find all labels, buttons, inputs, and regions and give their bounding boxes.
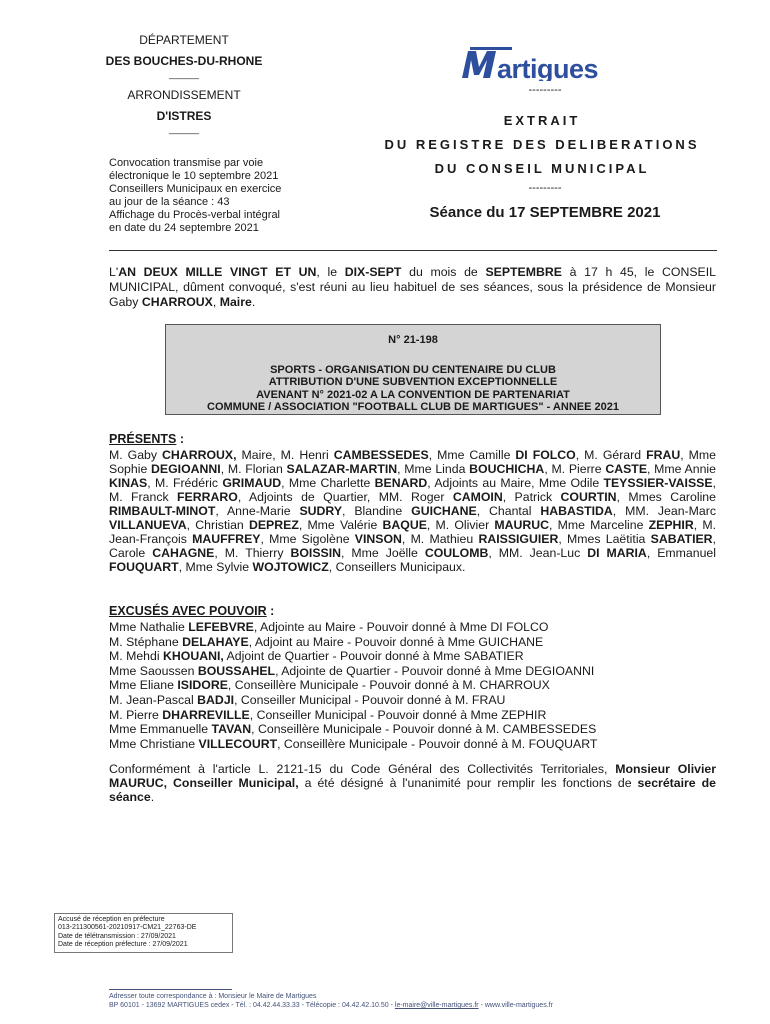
- receipt-line: Accusé de réception en préfecture: [58, 916, 165, 923]
- excuse-text: M. Mehdi: [109, 649, 163, 664]
- present-text: , Mme Marceline: [549, 518, 649, 532]
- present-text: , MM. Jean-Marc: [612, 504, 716, 518]
- excuse-text: M. Pierre: [109, 707, 163, 722]
- present-text: , Emmanuel: [646, 546, 717, 560]
- text: BP 60101 - 13692 MARTIGUES cedex - Tél. : 04.42.44.33.33 - Télécopie : 04.42.42.10.50 -: [109, 1002, 395, 1009]
- present-name: WOJTOWICZ: [252, 560, 329, 574]
- present-name: HABASTIDA: [540, 504, 613, 518]
- excuse-text: Mme Christiane: [109, 736, 199, 751]
- excuse-line: [109, 635, 716, 650]
- present-text: , M. Olivier: [426, 518, 495, 532]
- text-bold: Monsieur Olivier MAURUC, Conseiller Municipal,: [109, 762, 717, 790]
- excuse-line: [109, 693, 716, 708]
- text-bold: DIX-SEPT: [344, 265, 402, 279]
- present-text: , Anne-Marie: [215, 504, 300, 518]
- present-name: GUICHANE: [411, 504, 477, 518]
- present-text: , Adjoints au Maire, Mme Odile: [427, 476, 604, 490]
- present-name: TEYSSIER-VAISSE: [603, 476, 713, 490]
- text-bold: CHARROUX: [141, 295, 213, 309]
- excuses-heading: [109, 604, 716, 618]
- present-text: , M. Pierre: [544, 462, 606, 476]
- excuse-name: ISIDORE: [177, 678, 228, 693]
- section-title: EXCUSÉS AVEC POUVOIR: [109, 604, 267, 618]
- deliberation-subject: [166, 364, 660, 414]
- text: ,: [212, 295, 220, 309]
- excuse-line: [109, 620, 716, 635]
- present-text: , M. Florian: [220, 462, 287, 476]
- present-text: , M. Frédéric: [147, 476, 223, 490]
- footer: [109, 989, 553, 1010]
- section-title: PRÉSENTS: [109, 432, 177, 446]
- excuse-text: , Adjointe de Quartier - Pouvoir donné à Mme DEGIOANNI: [275, 663, 595, 678]
- excuse-text: Mme Saoussen: [109, 663, 198, 678]
- present-name: RIMBAULT-MINOT: [109, 504, 216, 518]
- present-text: , Blandine: [342, 504, 412, 518]
- present-text: , Adjoints de Quartier, MM. Roger: [237, 490, 453, 504]
- present-name: CASTE: [605, 462, 648, 476]
- present-text: , M. Jean-François: [109, 518, 716, 546]
- subject-line: SPORTS - ORGANISATION DU CENTENAIRE DU CLUB: [270, 363, 556, 376]
- receipt-line: Date de télétransmission : 27/09/2021: [58, 932, 176, 940]
- text: a été désigné à l'unanimité pour remplir les fonctions de: [298, 776, 638, 790]
- excuse-text: , Conseiller Municipal - Pouvoir donné à M. FRAU: [234, 692, 506, 707]
- excuse-name: BADJI: [197, 692, 235, 707]
- present-name: MAUFFREY: [192, 532, 261, 546]
- present-name: VINSON: [354, 532, 402, 546]
- present-name: DEGIOANNI: [151, 462, 221, 476]
- present-text: , Mme Sophie: [109, 448, 716, 476]
- prefecture-receipt: [54, 913, 233, 953]
- email-link[interactable]: le-maire@ville-martigues.fr: [394, 1002, 479, 1009]
- excuse-name: KHOUANI,: [163, 649, 224, 664]
- excuse-name: TAVAN: [211, 722, 252, 737]
- excuse-name: BOUSSAHEL: [197, 663, 276, 678]
- present-name: SABATIER: [650, 532, 713, 546]
- footer-address-line: Adresser toute correspondance à : Monsieur le Maire de Martigues: [109, 993, 317, 1000]
- receipt-line: 013-211300561-20210917-CM21_22763-DE: [58, 924, 197, 932]
- excuse-text: , Adjoint au Maire - Pouvoir donné à Mme GUICHANE: [248, 634, 544, 649]
- present-name: CAMOIN: [452, 490, 503, 504]
- svg-text:artigues: artigues: [497, 54, 599, 81]
- footer-contact-line: [109, 1001, 553, 1010]
- excuses-list: [109, 620, 716, 751]
- present-text: , Mme Joëlle: [341, 546, 425, 560]
- text: du mois de: [401, 265, 486, 279]
- present-name: SUDRY: [299, 504, 343, 518]
- excuse-text: Adjoint de Quartier - Pouvoir donné à Mme SABATIER: [223, 649, 524, 664]
- present-text: , M. Mathieu: [401, 532, 479, 546]
- present-text: , Mme Camille: [428, 448, 516, 462]
- convocation-line: Affichage du Procès-verbal intégral: [109, 209, 281, 221]
- present-name: BOISSIN: [290, 546, 342, 560]
- present-text: , Mme Annie: [647, 462, 716, 476]
- excuse-text: , Adjointe au Maire - Pouvoir donné à Mme DI FOLCO: [253, 620, 549, 634]
- department-name: DES BOUCHES-DU-RHONE: [105, 54, 263, 68]
- intro-paragraph: [109, 265, 716, 310]
- present-name: CAMBESSEDES: [333, 448, 429, 462]
- present-name: CHARROUX,: [162, 448, 237, 462]
- excuse-name: DHARREVILLE: [162, 707, 250, 722]
- dashes: ---------: [528, 182, 562, 194]
- excuse-text: M. Jean-Pascal: [109, 692, 198, 707]
- excuse-line: [109, 664, 716, 679]
- excuse-text: , Conseillère Municipale - Pouvoir donné à M. FOUQUART: [277, 736, 598, 751]
- present-text: , Chantal: [476, 504, 541, 518]
- present-text: , Mme Charlette: [281, 476, 375, 490]
- department-label: DÉPARTEMENT: [139, 33, 229, 47]
- seance-date: Séance du 17 SEPTEMBRE 2021: [429, 204, 661, 221]
- dashes: ---------: [528, 84, 562, 96]
- arrondissement-name: D'ISTRES: [156, 109, 212, 123]
- present-name: DEPREZ: [248, 518, 299, 532]
- excuse-name: LEFEBVRE: [188, 620, 254, 634]
- convocation-line: en date du 24 septembre 2021: [109, 222, 259, 234]
- present-text: , Mme Valérie: [298, 518, 383, 532]
- excuse-text: Mme Emmanuelle: [109, 722, 212, 737]
- excuse-line: [109, 737, 716, 752]
- present-name: FERRARO: [177, 490, 238, 504]
- receipt-line: Date de réception préfecture : 27/09/2021: [58, 940, 188, 948]
- present-name: VILLANUEVA: [109, 518, 187, 532]
- present-name: DI MARIA: [587, 546, 647, 560]
- present-text: , MM. Jean-Luc: [488, 546, 588, 560]
- present-name: FRAU: [646, 448, 681, 462]
- present-name: COURTIN: [560, 490, 617, 504]
- separator: ______: [168, 124, 200, 134]
- present-text: , M. Gérard: [575, 448, 647, 462]
- present-name: CAHAGNE: [152, 546, 215, 560]
- present-name: ZEPHIR: [648, 518, 694, 532]
- present-text: , Conseillers Municipaux.: [328, 560, 466, 574]
- secretaire-paragraph: [109, 762, 716, 804]
- present-name: SALAZAR-MARTIN: [286, 462, 398, 476]
- text: .: [150, 790, 155, 804]
- presents-list: [109, 448, 716, 574]
- extrait-title: EXTRAIT: [503, 113, 581, 128]
- excuse-name: DELAHAYE: [182, 634, 249, 649]
- header-divider: [109, 250, 717, 251]
- excuse-line: [109, 649, 716, 664]
- present-text: , Patrick: [502, 490, 561, 504]
- present-text: M. Gaby: [109, 448, 163, 462]
- separator: ______: [168, 69, 200, 79]
- present-text: , Christian: [186, 518, 249, 532]
- present-name: DI FOLCO: [515, 448, 576, 462]
- excuse-text: M. Stéphane: [109, 634, 183, 649]
- present-text: , Mme Sylvie: [178, 560, 253, 574]
- present-text: , Mme Sigolène: [260, 532, 355, 546]
- present-name: RAISSIGUIER: [478, 532, 559, 546]
- convocation-line: Convocation transmise par voie: [109, 157, 264, 169]
- present-text: , M. Franck: [109, 476, 716, 504]
- present-name: BOUCHICHA: [469, 462, 545, 476]
- present-name: GRIMAUD: [222, 476, 282, 490]
- text: , le: [316, 265, 345, 279]
- registre-title: DU REGISTRE DES DELIBERATIONS: [384, 137, 700, 152]
- present-name: KINAS: [109, 476, 148, 490]
- footer-divider: [109, 989, 232, 990]
- subject-line: ATTRIBUTION D'UNE SUBVENTION EXCEPTIONNELLE: [268, 376, 558, 388]
- present-name: BENARD: [374, 476, 428, 490]
- text: - www.ville-martigues.fr: [478, 1002, 553, 1009]
- subject-line: AVENANT N° 2021-02 A LA CONVENTION DE PARTENARIAT: [256, 388, 570, 401]
- excuse-text: Mme Eliane: [109, 678, 178, 693]
- excuse-line: [109, 708, 716, 723]
- text-bold: Maire: [219, 295, 252, 309]
- convocation-info: [109, 157, 319, 235]
- martigues-logo: [460, 45, 628, 81]
- present-name: BAQUE: [382, 518, 427, 532]
- subject-line: COMMUNE / ASSOCIATION "FOOTBALL CLUB DE MARTIGUES" - ANNEE 2021: [207, 401, 619, 413]
- arrondissement-label: ARRONDISSEMENT: [127, 88, 241, 102]
- excuse-text: , Conseillère Municipale - Pouvoir donné à M. CAMBESSEDES: [251, 722, 597, 737]
- text-bold: :: [266, 604, 275, 618]
- excuse-name: VILLECOURT: [198, 736, 278, 751]
- present-text: , Mme Linda: [397, 462, 470, 476]
- presents-heading: [109, 432, 716, 446]
- deliberation-box: [165, 324, 661, 415]
- text-bold: secrétaire de séance: [109, 776, 716, 804]
- present-text: , Mmes Caroline: [616, 490, 716, 504]
- present-name: MAURUC: [494, 518, 550, 532]
- text: L': [109, 265, 119, 279]
- text: à 17 h 45, le CONSEIL MUNICIPAL, dûment convoqué, s'est réuni au lieu habituel de ses séances, sous la présidence de Monsieur Gaby: [109, 265, 716, 309]
- present-text: , M. Thierry: [214, 546, 291, 560]
- conseil-title: DU CONSEIL MUNICIPAL: [434, 161, 650, 176]
- text-bold: SEPTEMBRE: [485, 265, 562, 279]
- excuse-text: , Conseiller Municipal - Pouvoir donné à Mme ZEPHIR: [249, 707, 547, 722]
- excuse-text: , Conseillère Municipale - Pouvoir donné à M. CHARROUX: [227, 678, 550, 693]
- present-name: COULOMB: [424, 546, 489, 560]
- excuse-line: [109, 722, 716, 737]
- present-text: , Carole: [109, 532, 716, 560]
- text: .: [251, 295, 256, 309]
- text: Conformément à l'article L. 2121-15 du Code Général des Collectivités Territoriales,: [109, 762, 616, 776]
- present-text: , Mmes Laëtitia: [558, 532, 651, 546]
- deliberation-number: N° 21-198: [388, 334, 438, 346]
- excuse-line: [109, 678, 716, 693]
- convocation-line: au jour de la séance : 43: [109, 196, 230, 208]
- text-bold: AN DEUX MILLE VINGT ET UN: [118, 265, 317, 279]
- convocation-line: électronique le 10 septembre 2021: [109, 170, 279, 182]
- excuse-text: Mme Nathalie: [109, 620, 189, 634]
- convocation-line: Conseillers Municipaux en exercice: [109, 183, 282, 195]
- text-bold: :: [176, 432, 185, 446]
- present-text: Maire, M. Henri: [236, 448, 334, 462]
- present-name: FOUQUART: [109, 560, 179, 574]
